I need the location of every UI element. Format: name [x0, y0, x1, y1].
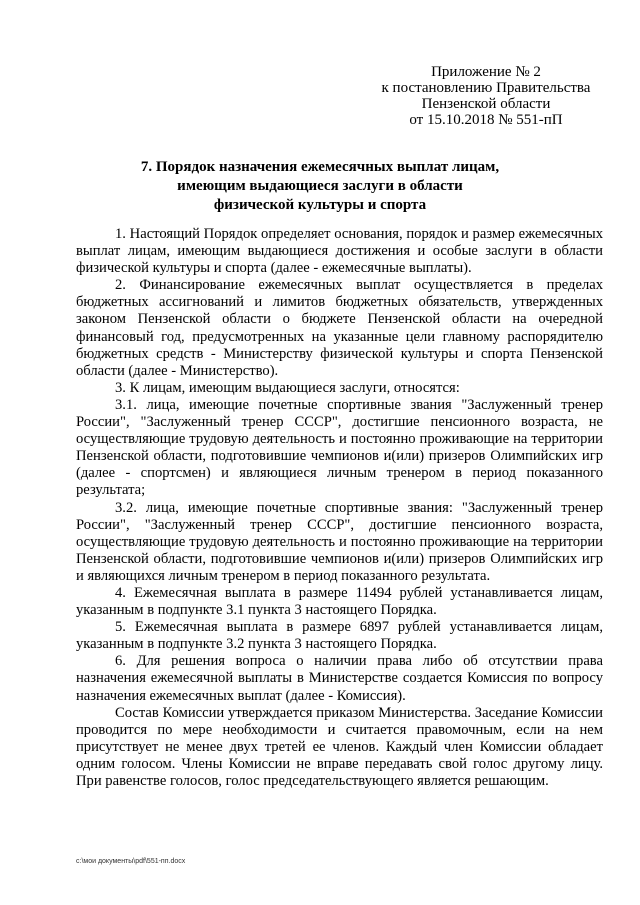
title-line: имеющим выдающиеся заслуги в области	[177, 178, 463, 194]
paragraph-3-1: 3.1. лица, имеющие почетные спортивные звания "Заслуженный тренер России", "Заслуженный тренер СССР", достигшие пенсионного возраста, не осуществляющие трудовую деятельность и постоянно проживающие на территории Пензенской области, подготовившие чемпионов и(или) призеров Олимпийских игр (далее - спортсмен) и являющиеся личным тренером в период показанного результата;	[76, 396, 603, 499]
appendix-number: Приложение № 2	[431, 64, 541, 80]
appendix-header	[370, 64, 602, 128]
paragraph-4: 4. Ежемесячная выплата в размере 11494 рублей устанавливается лицам, указанным в подпункте 3.1 пункта 3 настоящего Порядка.	[76, 584, 603, 619]
appendix-region: Пензенской области	[421, 96, 551, 112]
appendix-date: от 15.10.2018 № 551-пП	[409, 112, 563, 128]
paragraph-commission: Состав Комиссии утверждается приказом Министерства. Заседание Комиссии проводится по мере необходимости и считается правомочным, если на нем присутствует не менее двух третей ее членов. Каждый член Комиссии обладает одним голосом. Члены Комиссии не вправе передавать свой голос другому лицу. При равенстве голосов, голос председательствующего является решающим.	[76, 704, 603, 789]
paragraph-6: 6. Для решения вопроса о наличии права либо об отсутствии права назначения ежемесячной выплаты в Министерстве создается Комиссия по вопросу назначения ежемесячных выплат (далее - Комиссия).	[76, 653, 603, 704]
title-line: 7. Порядок назначения ежемесячных выплат лицам,	[140, 159, 500, 175]
paragraph-3-2: 3.2. лица, имеющие почетные спортивные звания: "Заслуженный тренер России", "Заслуженный тренер СССР", достигшие пенсионного возраста, осуществляющие трудовую деятельность и постоянно проживающие на территории Пензенской области, подготовившие чемпионов и(или) призеров Олимпийских игр и являющихся личным тренером в период показанного результата.	[76, 499, 603, 584]
paragraph-3: 3. К лицам, имеющим выдающиеся заслуги, относятся:	[115, 379, 460, 396]
appendix-decree: к постановлению Правительства	[381, 80, 591, 96]
file-path-footer: c:\мои документы\pdf\551-пп.docx	[76, 858, 186, 865]
document-title	[100, 158, 540, 215]
document-body	[76, 226, 603, 790]
paragraph-5: 5. Ежемесячная выплата в размере 6897 рублей устанавливается лицам, указанным в подпункте 3.2 пункта 3 настоящего Порядка.	[76, 619, 603, 653]
title-line: физической культуры и спорта	[213, 197, 427, 213]
paragraph-2: 2. Финансирование ежемесячных выплат осуществляется в пределах бюджетных ассигнований и лимитов бюджетных обязательств, утвержденных законом Пензенской области о бюджете Пензенской области на очередной финансовый год, предусмотренных на указанные цели главному распорядителю бюджетных средств - Министерству физической культуры и спорта Пензенской области (далее - Министерство).	[76, 277, 603, 379]
paragraph-1: 1. Настоящий Порядок определяет основания, порядок и размер ежемесячных выплат лицам, имеющим выдающиеся достижения и особые заслуги в области физической культуры и спорта (далее - ежемесячные выплаты).	[76, 226, 603, 277]
